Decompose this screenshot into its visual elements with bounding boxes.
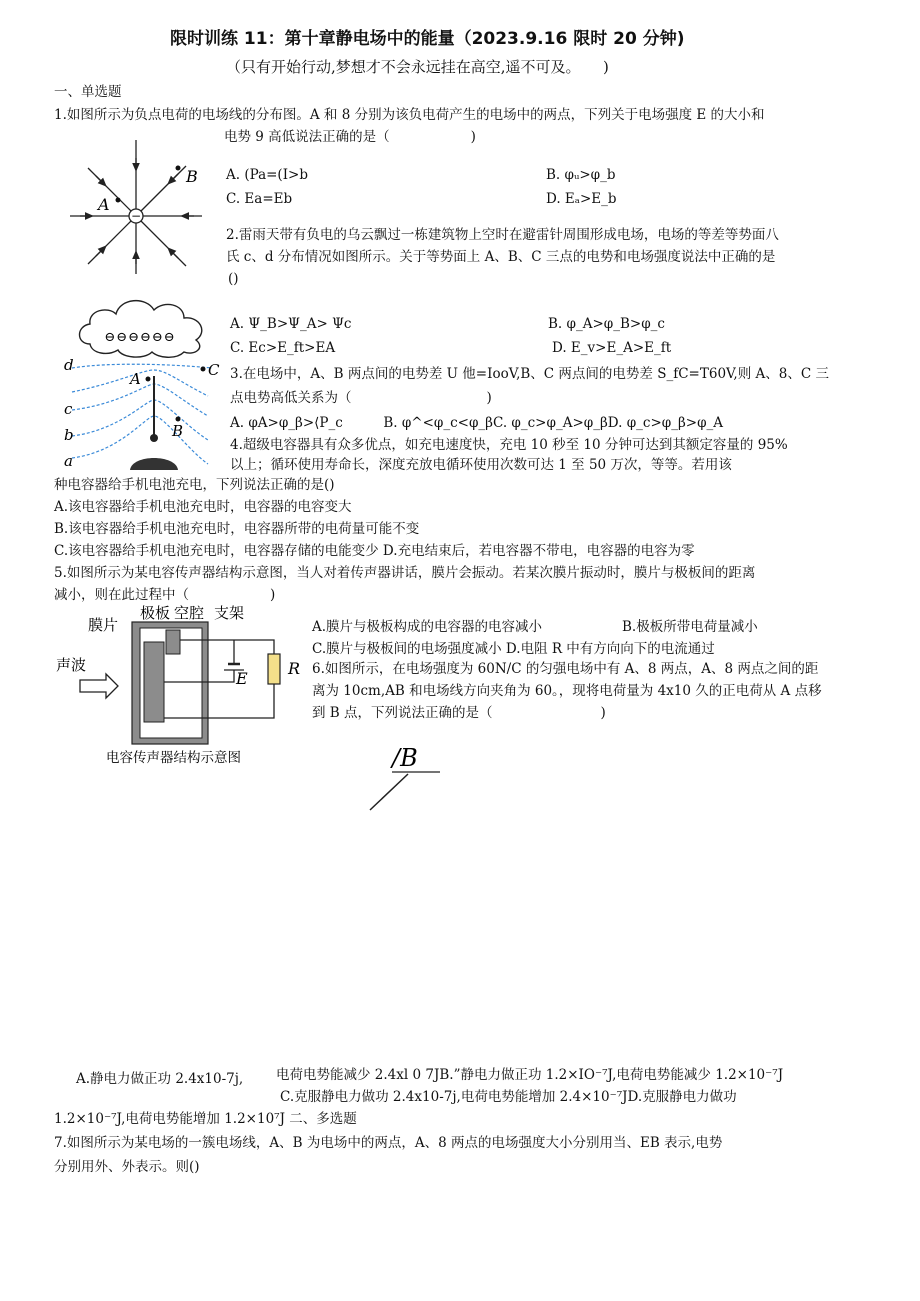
q7-stem-line2: 分别用外、外表示。则() bbox=[54, 1159, 200, 1175]
q3-stem-line1: 3.在电场中，A、B 两点间的电势差 U 他=IooV,B、C 两点间的电势差 S_fC=T60V,则 A、8、C 三 bbox=[230, 366, 829, 382]
q7-stem-line1: 7.如图所示为某电场的一簇电场线，A、B 为电场中的两点，A、8 两点的电场强度大小分别用当、EB 表示,电势 bbox=[54, 1135, 723, 1151]
membrane-plate bbox=[144, 642, 164, 722]
q2-option-c: C. Ec>E_ft>EA bbox=[230, 340, 336, 356]
q2-stem-line2: 氏 c、d 分布情况如图所示。关于等势面上 A、B、C 三点的电势和电场强度说法中正确的是 bbox=[226, 249, 776, 265]
q1-stem-line1: 1.如图所示为负点电荷的电场线的分布图。A 和 8 分别为该负电荷产生的电场中的两点，下列关于电场强度 E 的大小和 bbox=[54, 107, 765, 123]
q3-stem-line2: 点电势高低关系为（ ) bbox=[230, 390, 492, 406]
cloud-charges: ⊖⊖⊖⊖⊖⊖ bbox=[104, 330, 176, 345]
q4-stem-line1: 4.超级电容器具有众多优点，如充电速度快，充电 10 秒至 10 分钟可达到其额定容量的 95% bbox=[230, 437, 788, 453]
fig2-label-a: a bbox=[64, 452, 73, 470]
fig2-label-b: b bbox=[64, 426, 74, 444]
resistor-r bbox=[268, 654, 280, 684]
q1-option-a: A. (Pa=(I>b bbox=[226, 167, 308, 183]
back-plate bbox=[166, 630, 180, 654]
sound-arrow-icon bbox=[80, 674, 118, 698]
q6-option-a-b: 电荷电势能减少 2.4xl 0 7JB.”静电力做正功 1.2×IO⁻⁷J,电荷电势能减少 1.2×10⁻⁷J bbox=[276, 1067, 784, 1083]
q3-options: A. φA>φ_β>⟨P_c B. φ^<φ_c<φ_βC. φ_c>φ_A>φ_βD. φ_c>φ_β>φ_A bbox=[230, 415, 724, 431]
cloud-lightning-rod-figure bbox=[60, 286, 230, 470]
motto: （只有开始行动,梦想才不会永远挂在高空,遥不可及。 ) bbox=[226, 58, 609, 76]
page-title: 限时训练 11：第十章静电场中的能量（2023.9.16 限时 20 分钟) bbox=[170, 29, 685, 49]
q4-option-a: A.该电容器给手机电池充电时，电容器的电容变大 bbox=[54, 499, 352, 515]
q2-stem-line1: 2.雷雨天带有负电的乌云飘过一栋建筑物上空时在避雷针周围形成电场，电场的等差等势面八 bbox=[226, 227, 779, 243]
q6-option-c: C.克服静电力做功 2.4x10-7j,电荷电势能增加 2.4×10⁻⁷JD.克服静电力做功 bbox=[280, 1089, 737, 1105]
q6-option-a: A.静电力做正功 2.4x10-7j, bbox=[76, 1071, 244, 1087]
condenser-microphone-figure bbox=[54, 600, 310, 770]
fig2-point-c: C bbox=[208, 361, 220, 379]
q5-option-cd: C.膜片与极板间的电场强度减小 D.电阻 R 中有方向向下的电流通过 bbox=[312, 641, 715, 657]
fig2-label-d: d bbox=[64, 356, 74, 374]
q4-option-cd: C.该电容器给手机电池充电时，电容器存储的电能变少 D.充电结束后，若电容器不带电，电容器的电容为零 bbox=[54, 543, 695, 559]
point-b-dot bbox=[176, 166, 181, 171]
q5-stem-line2: 减小，则在此过程中（ ) bbox=[54, 587, 276, 603]
fig2-point-a: A bbox=[130, 370, 141, 388]
q2-option-b: B. φ_A>φ_B>φ_c bbox=[548, 316, 665, 332]
fig2-point-b: B bbox=[172, 422, 184, 440]
q2-stem-line3: () bbox=[228, 271, 239, 287]
q6-option-d: 1.2×10⁻⁷J,电荷电势能增加 1.2×10⁷J 二、多选题 bbox=[54, 1111, 357, 1127]
cloud-shape bbox=[80, 301, 202, 358]
q2-option-a: A. Ψ_B>Ψ_A> Ψc bbox=[230, 316, 352, 332]
q4-stem-line3: 种电容器给手机电池充电，下列说法正确的是() bbox=[54, 477, 335, 493]
label-r: R bbox=[288, 659, 301, 678]
q1-option-d: D. Eₐ>E_b bbox=[546, 191, 617, 207]
q6-stem-line2: 离为 10cm,AB 和电场线方向夹角为 60。，现将电荷量为 4x10 久的正电荷从 A 点移 bbox=[312, 683, 822, 699]
charge-sign: − bbox=[130, 209, 142, 223]
q5-stem-line1: 5.如图所示为某电容传声器结构示意图，当人对着传声器讲话，膜片会振动。若某次膜片振动时，膜片与极板间的距离 bbox=[54, 565, 756, 581]
uniform-field-figure bbox=[364, 734, 444, 814]
label-e: E bbox=[236, 669, 248, 688]
q1-option-c: C. Ea=Eb bbox=[226, 191, 293, 207]
fig6-label-b: /B bbox=[392, 744, 418, 772]
building-shape bbox=[130, 458, 178, 470]
q4-stem-line2: 以上；循环使用寿命长，深度充放电循环使用次数可达 1 至 50 万次，等等。若用该 bbox=[230, 457, 732, 473]
fig5-caption: 电容传声器结构示意图 bbox=[106, 750, 241, 766]
q5-option-a: A.膜片与极板构成的电容器的电容减小 bbox=[312, 619, 543, 635]
fig2-label-c: c bbox=[64, 400, 73, 418]
q1-option-b: B. φᵤ>φ_b bbox=[546, 167, 616, 183]
label-plate: 极板 bbox=[140, 604, 171, 622]
label-cavity: 空腔 bbox=[174, 604, 205, 622]
fig1-label-b: B bbox=[186, 167, 198, 186]
label-bracket: 支架 bbox=[214, 604, 245, 622]
q6-stem-line3: 到 B 点，下列说法正确的是（ ) bbox=[312, 705, 606, 721]
label-sound-wave: 声波 bbox=[56, 656, 87, 674]
label-membrane: 膜片 bbox=[88, 616, 119, 634]
section-single-choice: 一、单选题 bbox=[54, 84, 122, 100]
q4-option-b: B.该电容器给手机电池充电时，电容器所带的电荷量可能不变 bbox=[54, 521, 420, 537]
fig1-label-a: A bbox=[98, 195, 110, 214]
point-a-dot bbox=[116, 198, 121, 203]
negative-charge-field-figure bbox=[66, 138, 206, 278]
q6-stem-line1: 6.如图所示，在电场强度为 60N/C 的匀强电场中有 A、8 两点，A、8 两点之间的距 bbox=[312, 661, 819, 677]
q5-option-b: B.极板所带电荷量减小 bbox=[622, 619, 758, 635]
q2-option-d: D. E_v>E_A>E_ft bbox=[552, 340, 672, 356]
q1-stem-line2: 电势 9 高低说法正确的是（ ) bbox=[224, 129, 476, 145]
